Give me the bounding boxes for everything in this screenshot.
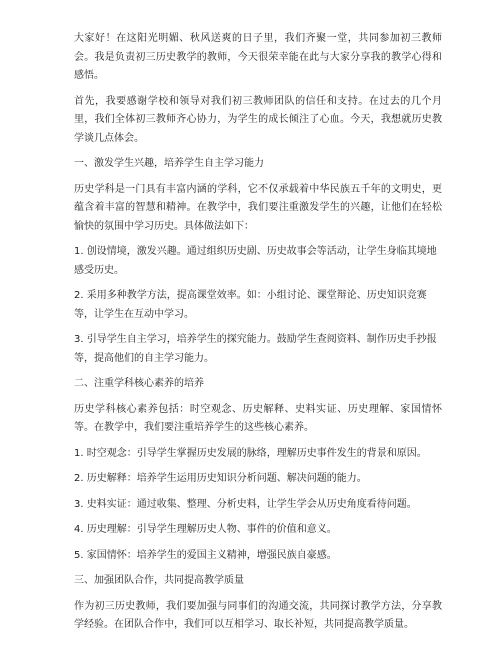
- section-1-item-1: 1. 创设情境，激发兴趣。通过组织历史剧、历史故事会等活动，让学生身临其境地感受历史。: [74, 246, 437, 276]
- section-2-intro: 历史学科核心素养包括：时空观念、历史解释、史料实证、历史理解、家国情怀等。在教学中，我们要注重培养学生的这些核心素养。: [74, 403, 442, 433]
- intro-paragraph: 大家好！在这阳光明媚、秋风送爽的日子里，我们齐聚一堂，共同参加初三教师会。我是负责初三历史教学的教师，今天很荣幸能在此与大家分享我的教学心得和感悟。: [74, 33, 442, 81]
- section-1-heading: 一、激发学生兴趣，培养学生自主学习能力: [74, 158, 264, 169]
- section-2-item-3: 3. 史料实证：通过收集、整理、分析史料，让学生学会从历史角度看待问题。: [74, 498, 417, 510]
- section-2-item-2: 2. 历史解释：培养学生运用历史知识分析问题、解决问题的能力。: [74, 473, 367, 484]
- section-2-item-5: 5. 家国情怀：培养学生的爱国主义精神，增强民族自豪感。: [74, 549, 337, 561]
- section-3-heading: 三、加强团队合作，共同提高教学质量: [74, 575, 244, 586]
- section-1-item-2: 2. 采用多种教学方法，提高课堂效率。如：小组讨论、课堂辩论、历史知识竞赛等，让学生在互动中学习。: [74, 290, 427, 320]
- section-2-item-1: 1. 时空观念：引导学生掌握历史发展的脉络，理解历史事件发生的背景和原因。: [74, 447, 427, 459]
- section-2-heading: 二、注重学科核心素养的培养: [74, 378, 204, 389]
- section-2-item-4: 4. 历史理解：引导学生理解历史人物、事件的价值和意义。: [74, 524, 337, 535]
- section-1-intro: 历史学科是一门具有丰富内涵的学科，它不仅承载着中华民族五千年的文明史，更蕴含着丰富的智慧和精神。在教学中，我们要注重激发学生的兴趣，让他们在轻松愉快的氛围中学习历史。具体做法如下：: [74, 183, 442, 232]
- thanks-paragraph: 首先，我要感谢学校和领导对我们初三教师团队的信任和支持。在过去的几个月里，我们全体初三教师齐心协力，为学生的成长倾注了心血。今天，我想就历史教学谈几点体会。: [74, 95, 442, 144]
- section-3-paragraph: 作为初三历史教师，我们要加强与同事们的沟通交流，共同探讨教学方法，分享教学经验。在团队合作中，我们可以互相学习、取长补短，共同提高教学质量。: [74, 600, 442, 630]
- section-1-item-3: 3. 引导学生自主学习，培养学生的探究能力。鼓励学生查阅资料、制作历史手抄报等，提高他们的自主学习能力。: [74, 334, 437, 364]
